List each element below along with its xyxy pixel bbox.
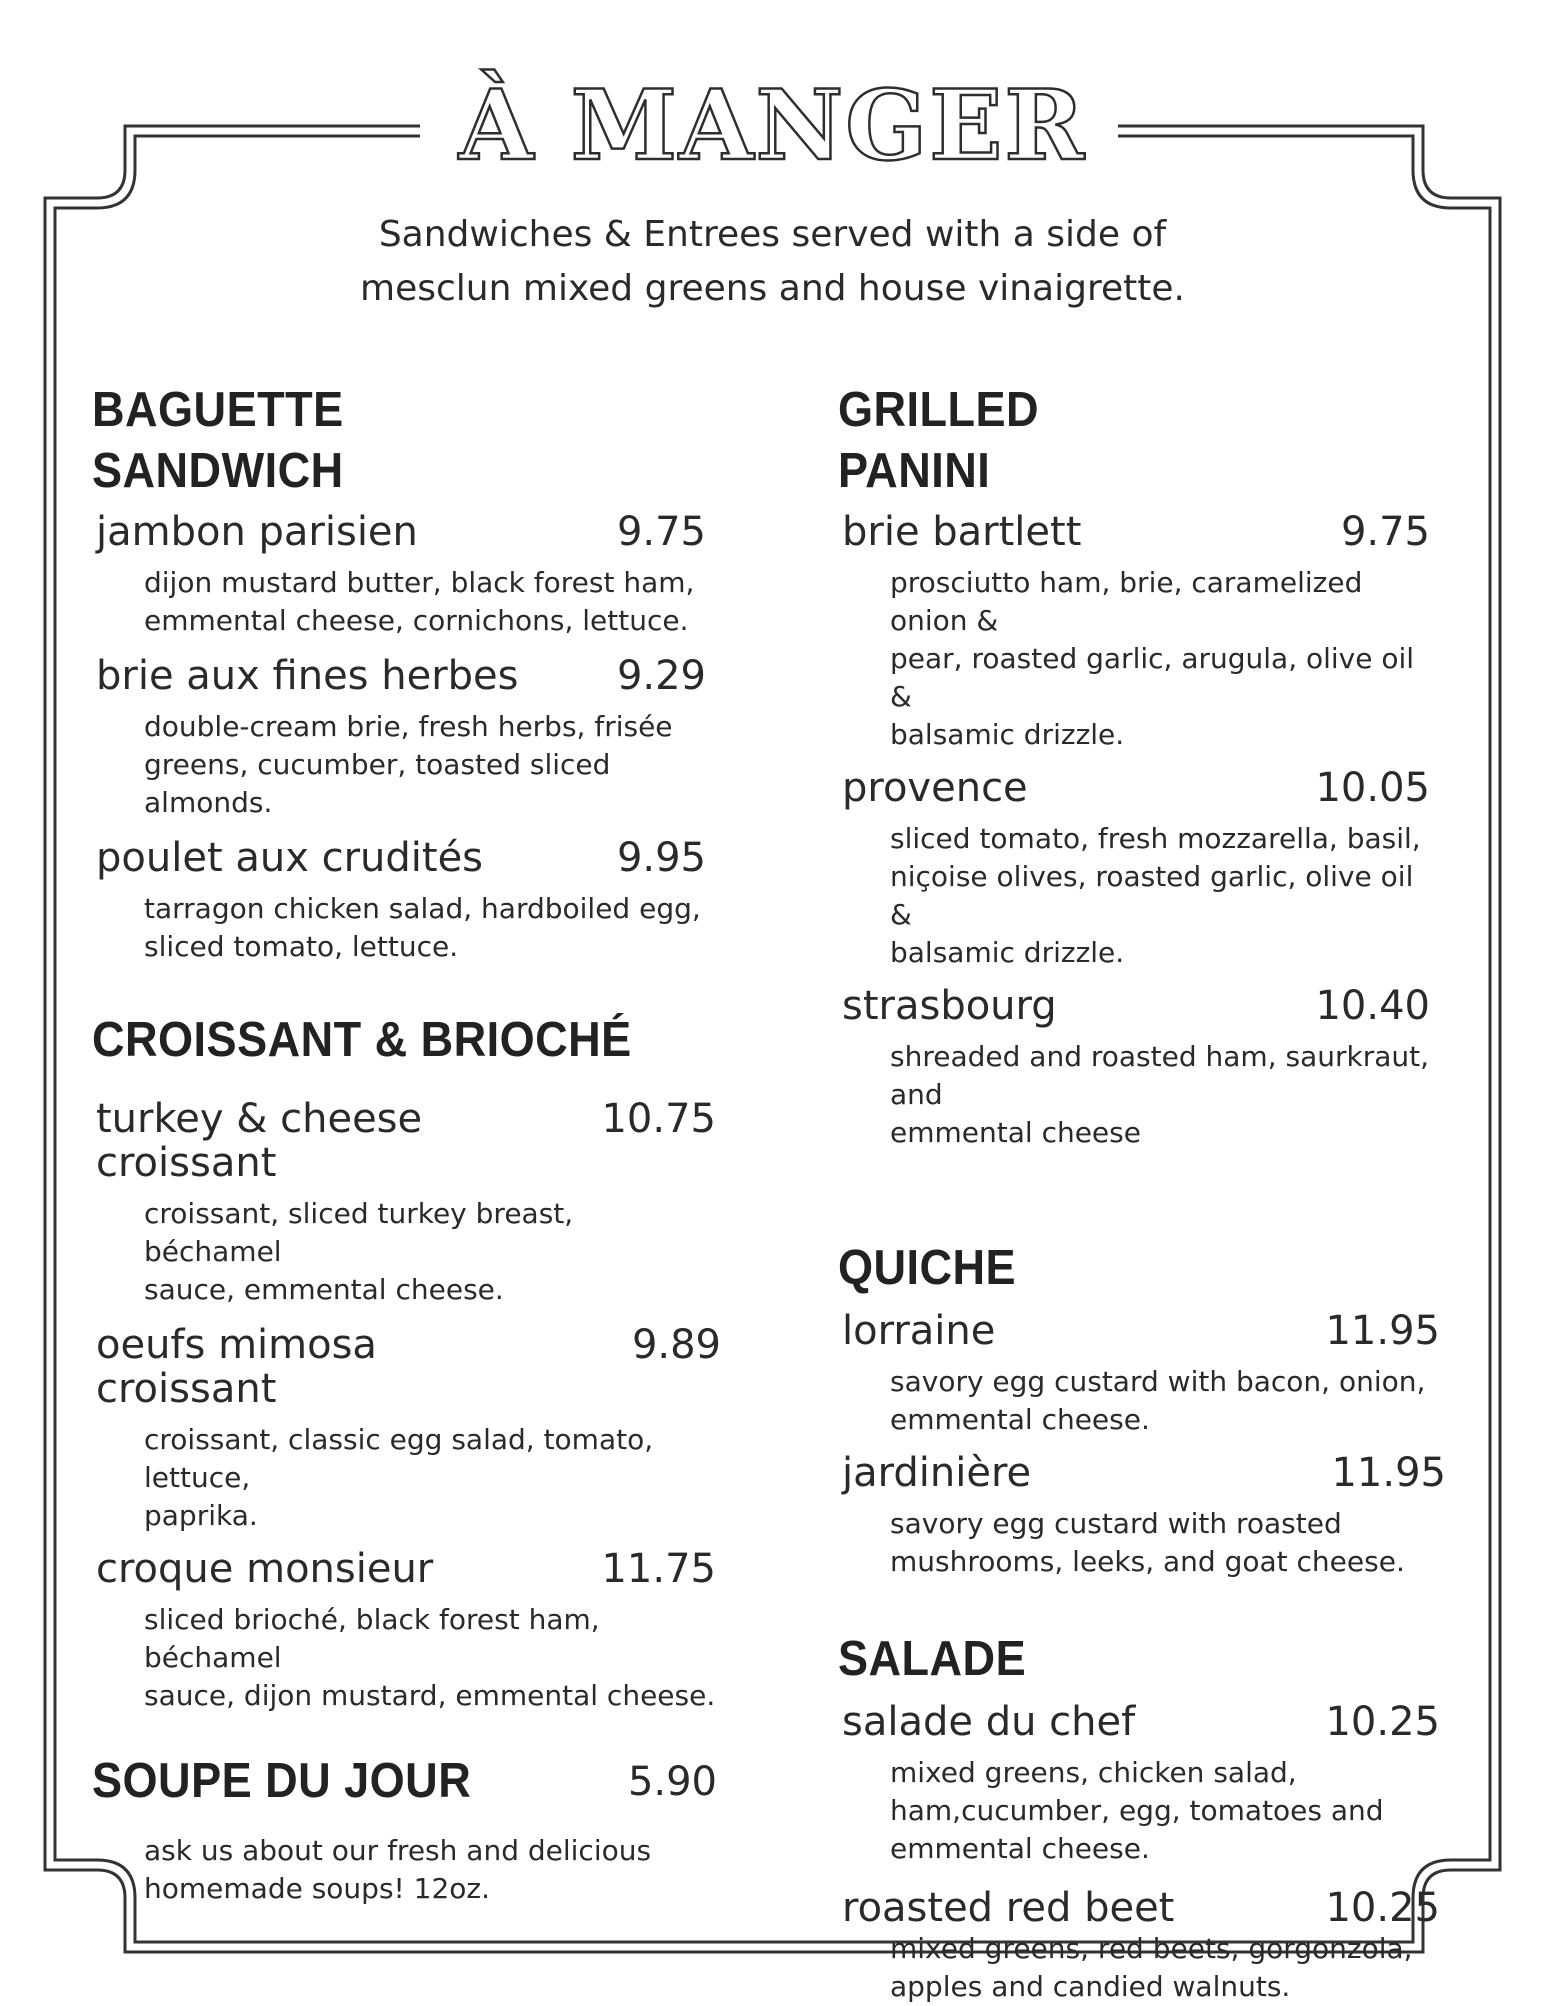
item-name: jardinière <box>842 1450 1032 1496</box>
item-description <box>890 1505 1446 1581</box>
item-description <box>144 564 706 640</box>
item-price: 11.95 <box>1325 1308 1440 1354</box>
desc-line: mixed greens, chicken salad, <box>890 1756 1297 1789</box>
item-name: croque monsieur <box>96 1546 434 1592</box>
menu-item <box>842 1886 1440 2006</box>
section-title <box>92 380 667 502</box>
menu-item <box>96 836 706 966</box>
section-title-line: GRILLED <box>838 383 1040 437</box>
item-description <box>144 1832 717 1908</box>
item-description <box>890 1930 1440 2006</box>
section-title-line: BAGUETTE <box>92 383 344 437</box>
menu-item <box>842 1700 1440 1868</box>
item-price: 9.75 <box>1340 509 1430 555</box>
section-baguette-sandwich <box>92 380 717 966</box>
desc-line: apples and candied walnuts. <box>890 1970 1291 2003</box>
item-description <box>890 820 1430 972</box>
item-description <box>144 890 706 966</box>
section-title: SALADE <box>838 1632 1027 1686</box>
menu-title: À MANGER <box>458 69 1087 182</box>
section-title <box>838 380 1399 502</box>
desc-line: balsamic drizzle. <box>890 718 1125 751</box>
item-name <box>96 1323 632 1411</box>
desc-line: mixed greens, red beets, gorgonzola, <box>890 1932 1413 1965</box>
section-croissant-brioche <box>92 1010 721 1715</box>
section-soupe-du-jour <box>92 1751 717 1908</box>
section-quiche <box>838 1238 1448 1581</box>
item-description <box>890 1038 1430 1152</box>
item-name-line: oeufs mimosa <box>96 1322 377 1368</box>
item-name: brie bartlett <box>842 509 1082 555</box>
desc-line: sliced brioché, black forest ham, béchamel <box>144 1603 600 1674</box>
item-price: 11.95 <box>1331 1450 1446 1496</box>
menu-item <box>96 1547 716 1715</box>
desc-line: homemade soups! 12oz. <box>144 1872 491 1905</box>
item-name: poulet aux crudités <box>96 835 484 881</box>
desc-line: sliced tomato, fresh mozzarella, basil, <box>890 822 1421 855</box>
desc-line: shreaded and roasted ham, saurkraut, and <box>890 1040 1430 1111</box>
item-price: 9.95 <box>616 835 706 881</box>
menu-intro <box>0 208 1545 316</box>
desc-line: savory egg custard with bacon, onion, <box>890 1365 1426 1398</box>
desc-line: sliced tomato, lettuce. <box>144 930 459 963</box>
item-name <box>96 1097 601 1185</box>
menu-item <box>842 1451 1446 1581</box>
section-grilled-panini <box>838 380 1448 1152</box>
item-name: brie aux fines herbes <box>96 653 519 699</box>
right-column <box>838 380 1448 2006</box>
desc-line: balsamic drizzle. <box>890 936 1125 969</box>
item-description <box>144 1421 721 1535</box>
item-price: 10.40 <box>1315 983 1430 1029</box>
desc-line: mushrooms, leeks, and goat cheese. <box>890 1545 1405 1578</box>
menu-item <box>96 510 706 640</box>
item-name-line: croissant <box>96 1366 277 1412</box>
item-name: lorraine <box>842 1308 996 1354</box>
desc-line: greens, cucumber, toasted sliced almonds. <box>144 748 611 819</box>
item-price: 11.75 <box>601 1546 716 1592</box>
desc-line: croissant, sliced turkey breast, béchamel <box>144 1197 574 1268</box>
menu-item <box>96 1323 721 1535</box>
item-name-line: croissant <box>96 1140 277 1186</box>
item-price: 10.75 <box>601 1096 716 1142</box>
section-title: CROISSANT & BRIOCHÉ <box>92 1013 632 1067</box>
intro-line-1: Sandwiches & Entrees served with a side of <box>378 214 1167 255</box>
item-name: roasted red beet <box>842 1885 1175 1931</box>
desc-line: emmental cheese, cornichons, lettuce. <box>144 604 689 637</box>
intro-line-2: mesclun mixed greens and house vinaigrette. <box>360 268 1185 309</box>
item-price: 9.29 <box>616 653 706 699</box>
desc-line: sauce, dijon mustard, emmental cheese. <box>144 1679 716 1712</box>
menu-item <box>842 766 1430 972</box>
item-price: 5.90 <box>627 1758 717 1805</box>
item-name: strasbourg <box>842 983 1057 1029</box>
item-description <box>144 1601 716 1715</box>
item-description <box>144 1195 716 1309</box>
item-description <box>890 1754 1440 1868</box>
item-name: provence <box>842 765 1028 811</box>
desc-line: prosciutto ham, brie, caramelized onion & <box>890 566 1363 637</box>
item-name: salade du chef <box>842 1699 1136 1745</box>
desc-line: emmental cheese. <box>890 1403 1150 1436</box>
item-price: 9.89 <box>631 1322 721 1368</box>
desc-line: emmental cheese <box>890 1116 1141 1149</box>
item-description <box>890 564 1430 754</box>
item-price: 10.25 <box>1325 1885 1440 1931</box>
desc-line: pear, roasted garlic, arugula, olive oil & <box>890 642 1415 713</box>
desc-line: ham,cucumber, egg, tomatoes and <box>890 1794 1384 1827</box>
section-salade <box>838 1629 1448 2006</box>
desc-line: savory egg custard with roasted <box>890 1507 1342 1540</box>
item-description <box>890 1363 1440 1439</box>
section-title-line: SANDWICH <box>92 444 344 498</box>
menu-item <box>96 1097 716 1309</box>
section-title: QUICHE <box>838 1241 1017 1295</box>
section-title-line: PANINI <box>838 444 991 498</box>
item-name-line: turkey & cheese <box>96 1096 423 1142</box>
desc-line: double-cream brie, fresh herbs, frisée <box>144 710 673 743</box>
desc-line: niçoise olives, roasted garlic, olive oil & <box>890 860 1414 931</box>
desc-line: paprika. <box>144 1499 258 1532</box>
desc-line: sauce, emmental cheese. <box>144 1273 504 1306</box>
desc-line: croissant, classic egg salad, tomato, lettuce, <box>144 1423 654 1494</box>
menu-item <box>842 1309 1440 1439</box>
item-name: jambon parisien <box>96 509 418 555</box>
desc-line: tarragon chicken salad, hardboiled egg, <box>144 892 701 925</box>
desc-line: ask us about our fresh and delicious <box>144 1834 652 1867</box>
desc-line: dijon mustard butter, black forest ham, <box>144 566 695 599</box>
item-price: 10.05 <box>1315 765 1430 811</box>
menu-item <box>96 654 706 822</box>
item-price: 10.25 <box>1325 1699 1440 1745</box>
desc-line: emmental cheese. <box>890 1832 1150 1865</box>
section-title: SOUPE DU JOUR <box>92 1754 472 1808</box>
item-description <box>144 708 706 822</box>
item-price: 9.75 <box>616 509 706 555</box>
menu-item <box>842 510 1430 754</box>
menu-item <box>842 984 1430 1152</box>
left-column <box>92 380 721 1908</box>
